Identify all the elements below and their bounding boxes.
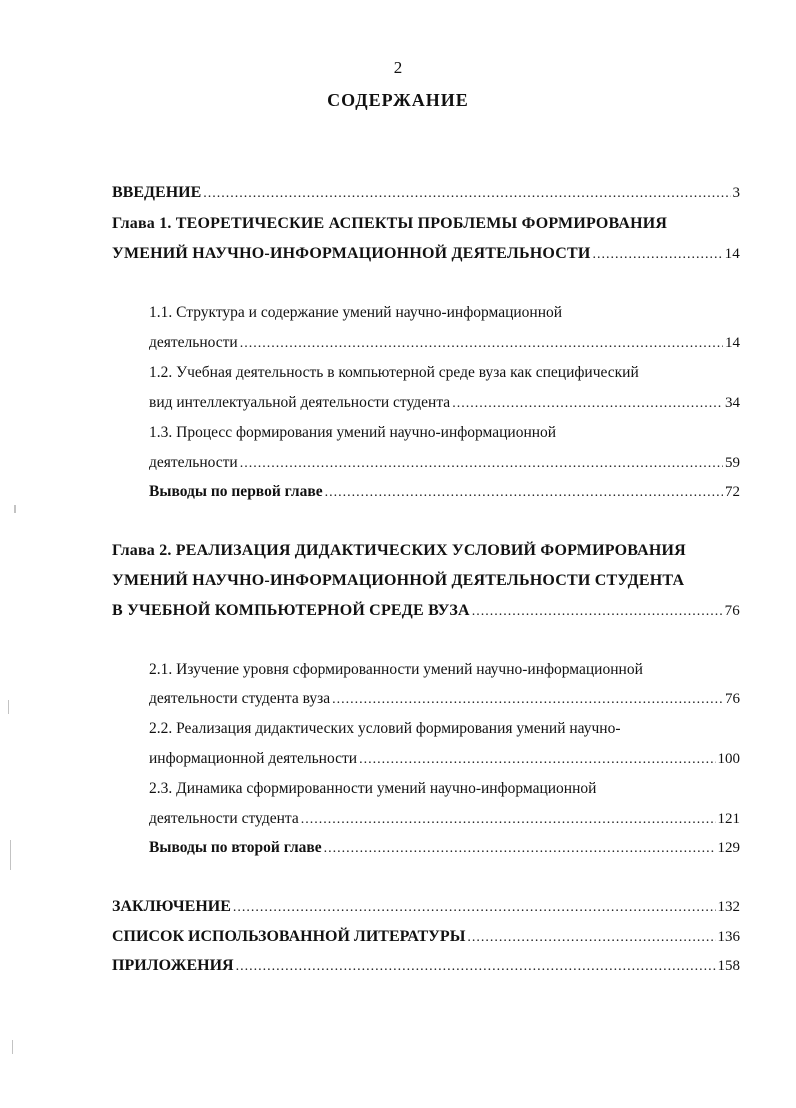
toc-section-2-2-line2 <box>149 750 740 772</box>
toc-section-1-2-line2 <box>149 394 740 416</box>
toc-entry-text: УМЕНИЙ НАУЧНО-ИНФОРМАЦИОННОЙ ДЕЯТЕЛЬНОСТИ <box>112 245 591 262</box>
toc-chapter-2-line3 <box>112 602 740 624</box>
toc-entry-text: деятельности студента <box>149 810 299 827</box>
toc-entry-appendices <box>112 957 740 979</box>
toc-leader <box>452 396 723 412</box>
toc-entry-text: деятельности студента вуза <box>149 690 331 707</box>
toc-entry-page: 34 <box>725 395 740 411</box>
toc-chapter-2-line1: Глава 2. РЕАЛИЗАЦИЯ ДИДАКТИЧЕСКИХ УСЛОВИЙ ФОРМИРОВАНИЯ <box>112 542 686 559</box>
toc-section-1-3-line1: 1.3. Процесс формирования умений научно-информационной <box>149 424 557 441</box>
toc-entry-page: 129 <box>717 840 740 856</box>
toc-section-1-1-line1: 1.1. Структура и содержание умений научно-информационной <box>149 304 563 321</box>
toc-entry-text: Выводы по второй главе <box>149 839 322 856</box>
toc-entry-text: информационной деятельности <box>149 750 358 767</box>
toc-entry-text: деятельности <box>149 454 238 471</box>
toc-section-1-3-line2 <box>149 454 740 476</box>
toc-entry-text: ПРИЛОЖЕНИЯ <box>112 957 234 974</box>
toc-entry-text: В УЧЕБНОЙ КОМПЬЮТЕРНОЙ СРЕДЕ ВУЗА <box>112 602 470 619</box>
toc-section-1-2-line1: 1.2. Учебная деятельность в компьютерной среде вуза как специфический <box>149 364 639 381</box>
toc-entry-text: СПИСОК ИСПОЛЬЗОВАННОЙ ЛИТЕРАТУРЫ <box>112 928 466 945</box>
toc-entry-references <box>112 928 740 950</box>
toc-leader <box>593 247 723 263</box>
toc-entry-text: деятельности <box>149 334 238 351</box>
toc-entry-text: ЗАКЛЮЧЕНИЕ <box>112 898 231 915</box>
scan-artifact <box>10 840 11 870</box>
toc-leader <box>236 959 716 975</box>
toc-leader <box>359 752 715 768</box>
toc-entry-conclusion <box>112 898 740 920</box>
toc-leader <box>240 336 723 352</box>
toc-entry-page: 121 <box>717 811 740 827</box>
toc-entry-text: Выводы по первой главе <box>149 483 323 500</box>
toc-entry-page: 132 <box>717 899 740 915</box>
toc-entry-page: 59 <box>725 455 740 471</box>
toc-entry-page: 76 <box>724 603 740 619</box>
toc-chapter-1-line2 <box>112 245 740 267</box>
toc-entry-page: 14 <box>725 335 740 351</box>
toc-leader <box>325 485 723 501</box>
toc-chapter-2-line2: УМЕНИЙ НАУЧНО-ИНФОРМАЦИОННОЙ ДЕЯТЕЛЬНОСТИ СТУДЕНТА <box>112 572 685 589</box>
toc-section-2-2-line1: 2.2. Реализация дидактических условий формирования умений научно- <box>149 720 621 737</box>
toc-leader <box>324 841 716 857</box>
toc-section-2-3-line1: 2.3. Динамика сформированности умений научно-информационной <box>149 780 597 797</box>
scan-artifact <box>12 1040 13 1054</box>
page-number: 2 <box>393 58 403 77</box>
toc-entry-text: ВВЕДЕНИЕ <box>112 184 202 201</box>
toc-leader <box>467 930 715 946</box>
toc-entry-intro <box>112 184 740 206</box>
scan-artifact <box>8 700 9 714</box>
toc-conclusion-chapter-1 <box>149 483 740 505</box>
toc-section-1-1-line2 <box>149 334 740 356</box>
toc-entry-page: 136 <box>717 929 740 945</box>
scan-artifact <box>14 505 16 513</box>
toc-conclusion-chapter-2 <box>149 839 740 861</box>
toc-entry-page: 76 <box>725 691 740 707</box>
toc-leader <box>240 456 723 472</box>
toc-entry-text: вид интеллектуальной деятельности студента <box>149 394 451 411</box>
toc-entry-page: 72 <box>725 484 740 500</box>
toc-entry-page: 3 <box>732 185 740 201</box>
toc-chapter-1-line1: Глава 1. ТЕОРЕТИЧЕСКИЕ АСПЕКТЫ ПРОБЛЕМЫ ФОРМИРОВАНИЯ <box>112 215 668 232</box>
toc-leader <box>301 812 716 828</box>
toc-section-2-1-line2 <box>149 690 740 712</box>
toc-leader <box>472 604 723 620</box>
toc-entry-page: 14 <box>724 246 740 262</box>
toc-leader <box>332 692 723 708</box>
toc-title: СОДЕРЖАНИЕ <box>327 90 469 110</box>
toc-section-2-1-line1: 2.1. Изучение уровня сформированности умений научно-информационной <box>149 661 643 678</box>
toc-leader <box>203 186 730 202</box>
toc-section-2-3-line2 <box>149 810 740 832</box>
toc-leader <box>233 900 716 916</box>
toc-entry-page: 158 <box>717 958 740 974</box>
toc-entry-page: 100 <box>717 751 740 767</box>
